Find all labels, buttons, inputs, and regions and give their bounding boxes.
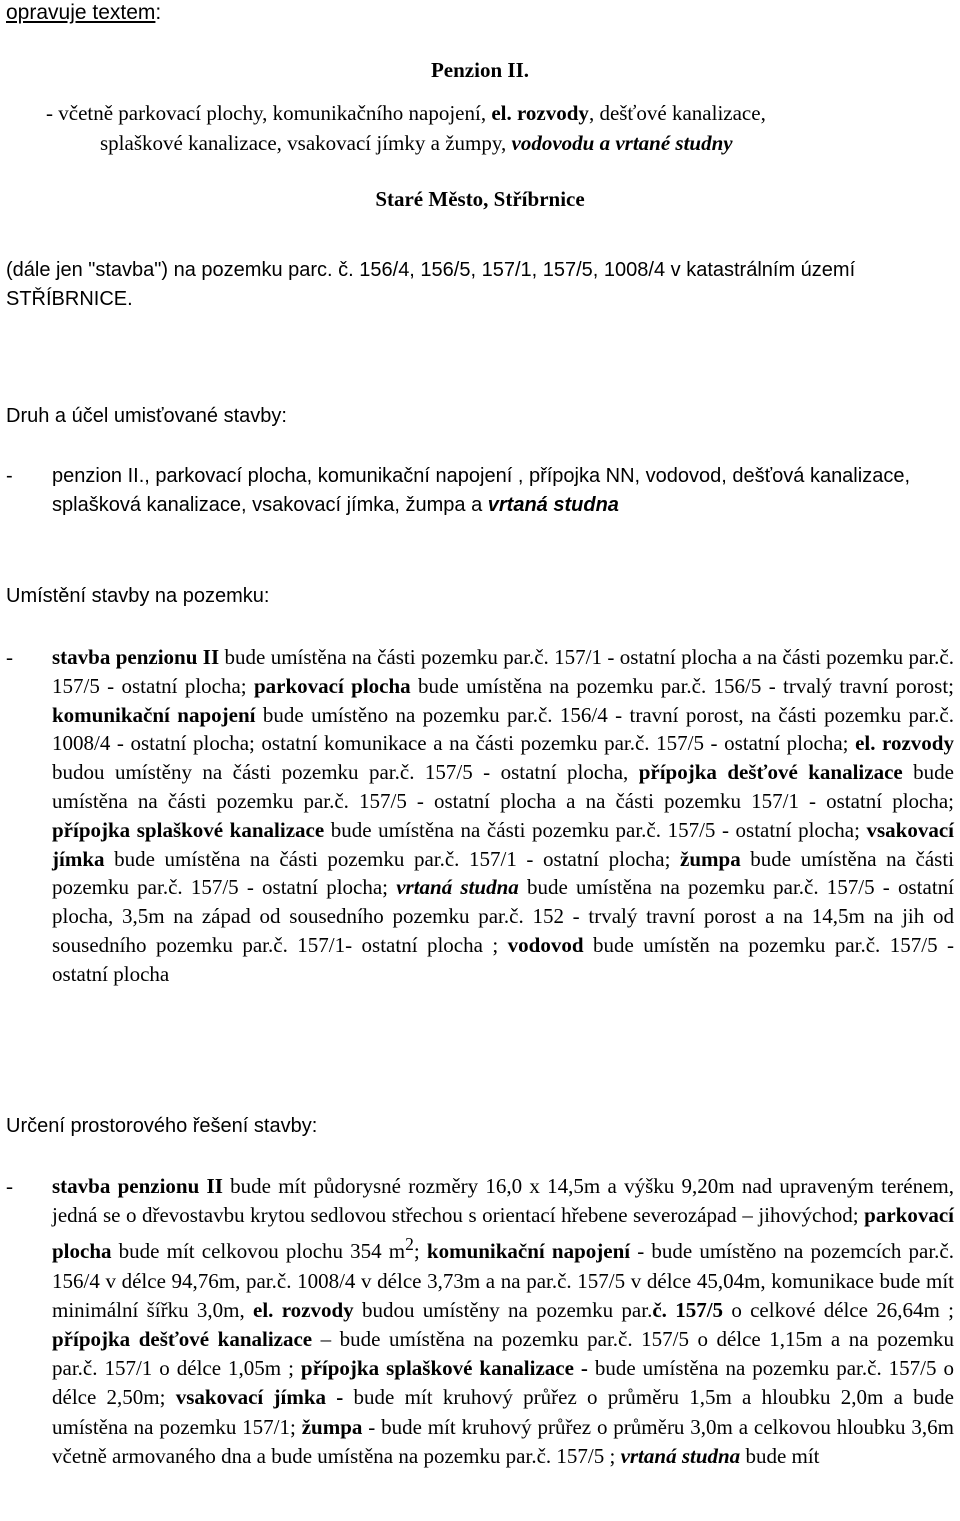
text-run: parkovací plocha [253,673,411,698]
title-line-1-plain: - včetně parkovací plochy, komunikačního napojení, [46,101,492,125]
text-run: bude umístěna na části pozemku par.č. 157/5 - ostatní plocha a na části pozemku 157/1 - ostatní plocha; [52,760,954,813]
text-run: bude mít [740,1443,820,1468]
umisteni-item [6,643,954,989]
text-run: bude umístěno na pozemku par.č. 156/4 - travní porost, na části pozemku par.č. 1008/4 - ostatní plocha; ostatní komunikace a na části pozemku par.č. 157/5 - ostatní plocha; [52,702,954,756]
druh-text: penzion II., parkovací plocha, komunikační napojení , přípojka NN, vodovod, dešťová kanalizace, splašková kanalizace, vsakovací jímka, žumpa a [52,465,910,516]
text-run: přípojka dešťové kanalizace [638,760,903,785]
title-line-2-italic: vodovodu a vrtané studny [511,131,733,155]
heading-druh: Druh a účel umisťované stavby: [6,405,287,427]
text-run: vsakovací jímka - [175,1385,344,1410]
text-run: vrtaná studna [396,875,519,900]
document-title: Penzion II. [430,58,529,82]
druh-text-italic: vrtaná studna [487,494,619,516]
location-title: Staré Město, Stříbrnice [375,187,585,211]
text-run: komunikační napojení [52,702,256,727]
text-run: - bude umístěno na pozemcích par.č. 156/4 v délce 94,76m, par.č. 1008/4 v délce 3,73m a na par.č. 157/5 v délce 45,04m, komunikace bude mít minimální šířku 3,0m, [52,1239,955,1322]
list-dash: - [6,1174,13,1198]
text-run: el. rozvody [253,1297,354,1322]
text-run: bude umístěna na části pozemku par.č. 157/5 - ostatní plocha; [324,817,867,842]
text-run: žumpa [301,1414,363,1439]
text-run: - bude mít kruhový průřez o průměru 3,0m a celkovou hloubku 3,6m včetně armovaného dna a bude umístěna na pozemku par.č. 157/5 ; [52,1414,954,1468]
urceni-item [6,1172,954,1471]
text-run: bude umístěna na pozemku par.č. 157/5 o délce 2,50m; [52,1356,954,1410]
text-run: bude mít kruhový průřez o průměru 1,5m a hloubku 2,0m a bude umístěna na pozemku 157/1; [52,1385,954,1439]
title-line-1-bold: el. rozvody [491,101,589,125]
text-run: o celkové délce 26,64m ; [723,1297,954,1322]
list-dash: - [6,465,13,487]
text-run: bude mít celkovou plochu 354 m [111,1239,406,1264]
text-run: bude umístěn na pozemku par.č. 157/5 - ostatní plocha [52,932,954,986]
text-run: vodovod [507,932,584,957]
title-line-2-plain: splaškové kanalizace, vsakovací jímky a žumpy, [100,131,512,155]
list-dash: - [6,645,13,669]
text-run: el. rozvody [855,731,954,756]
text-run: přípojka dešťové kanalizace [52,1327,313,1352]
text-run: bude umístěna na pozemku par.č. 156/5 - trvalý travní porost; [410,673,954,698]
heading-urceni: Určení prostorového řešení stavby: [6,1115,318,1137]
header-colon: : [155,1,162,24]
text-run: bude umístěna na části pozemku par.č. 157/1 - ostatní plocha a na části pozemku par.č. 157/5 - ostatní plocha; [52,645,954,698]
text-run: – bude umístěna na pozemku par.č. 157/5 o délce 1,15m a na pozemku par.č. 157/1 o délce 1,05m ; [52,1327,954,1381]
text-run: bude mít půdorysné rozměry 16,0 x 14,5m a výšku 9,20m nad upraveným terénem, jedná se o dřevostavbu krytou sedlovou střechou s orientací hřebene severozápad – jihovýchod; [52,1174,954,1228]
header-line [6,0,161,26]
urceni-item-text [6,1172,954,1471]
text-run: ; [413,1239,427,1264]
title-description [46,98,954,158]
text-run: žumpa [680,846,741,871]
text-run: budou umístěny na části pozemku par.č. 157/5 - ostatní plocha, [52,760,639,785]
umisteni-item-text [6,643,954,989]
druh-item [6,462,954,520]
text-run: komunikační napojení [426,1239,631,1264]
druh-item-text [6,462,954,520]
text-run: budou umístěny na pozemku par. [353,1297,653,1322]
header-label: opravuje textem [6,1,156,24]
text-run: vsakovací jímka [52,817,954,871]
text-run: č. 157/5 [652,1297,724,1322]
title-line-1 [46,98,954,128]
text-run: bude umístěna na části pozemku par.č. 157/5 - ostatní plocha; [52,846,954,900]
text-run: přípojka splaškové kanalizace [52,817,325,842]
text-run: bude umístěna na části pozemku par.č. 157/1 - ostatní plocha; [104,846,681,871]
text-run: stavba penzionu II [52,1174,223,1198]
heading-umisteni: Umístění stavby na pozemku: [6,585,270,607]
text-run: 2 [405,1234,414,1255]
text-run: stavba penzionu II [52,645,220,669]
title-line-2 [46,128,954,158]
parcel-paragraph: (dále jen "stavba") na pozemku parc. č. 156/4, 156/5, 157/1, 157/5, 1008/4 v katastrálním území STŘÍBRNICE. [6,259,856,310]
text-run: přípojka splaškové kanalizace - [300,1356,588,1381]
text-run: vrtaná studna [620,1443,741,1468]
text-run: parkovací plocha [52,1203,954,1264]
title-line-1-rest: , dešťové kanalizace, [588,101,766,125]
text-run: bude umístěna na pozemku par.č. 157/5 - ostatní plocha, 3,5m na západ od sousedního pozemku par.č. 152 - trvalý travní porost a na 14,5m na jih od sousedního pozemku par.č. 157/1- ostatní plocha ; [52,875,954,957]
